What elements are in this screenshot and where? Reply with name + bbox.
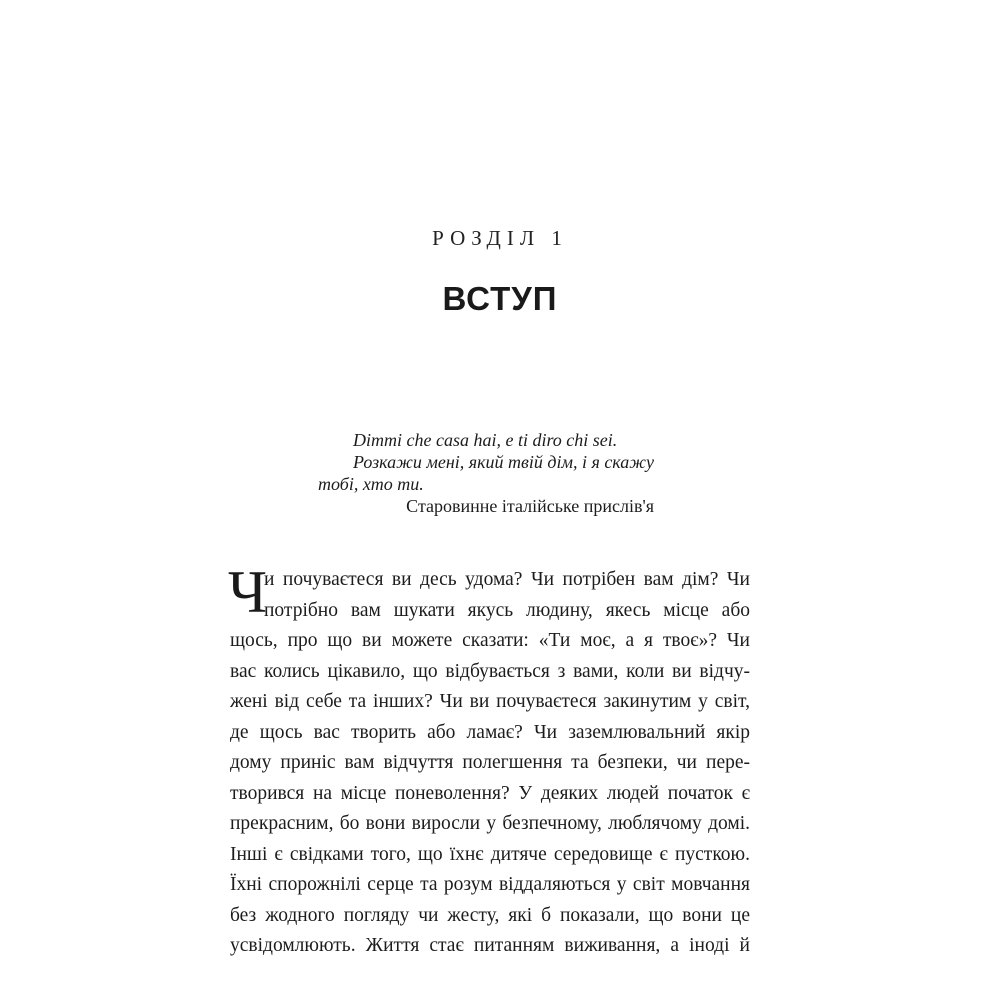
body-line: де щось вас творить або ламає? Чи заземлювальний якір: [230, 721, 750, 743]
body-line: потрібно вам шукати якусь людину, якесь місце або: [264, 599, 750, 621]
epigraph-translation-line-1: Розкажи мені, який твій дім, і я скажу: [353, 452, 655, 472]
epigraph-italian-line: Dimmi che casa hai, e ti diro chi sei.: [353, 430, 618, 450]
body-line: жені від себе та інших? Чи ви почуваєтеся закинутим у світ,: [230, 691, 750, 712]
body-line: щось, про що ви можете сказати: «Ти моє, а я твоє»? Чи: [230, 630, 750, 651]
epigraph: [318, 429, 658, 517]
body-line: творився на місце поневолення? У деяких людей початок є: [230, 782, 750, 804]
body-line: усвідомлюють. Життя стає питанням виживання, а іноді й: [230, 935, 750, 956]
body-line: прекрасним, бо вони виросли у безпечному, люблячому домі.: [230, 813, 750, 834]
body-line: вас колись цікавило, що відбувається з вами, коли ви відчу-: [230, 660, 750, 682]
chapter-number: РОЗДІЛ 1: [432, 226, 568, 250]
body-line: Їхні спорожнілі серце та розум віддаляються у світ мовчання: [230, 874, 750, 895]
body-line: Інші є свідками того, що їхнє дитяче середовище є пусткою.: [230, 843, 750, 865]
body-line: без жодного погляду чи жесту, які б показали, що вони це: [230, 904, 750, 926]
epigraph-translation-line-2: тобі, хто ти.: [318, 474, 424, 494]
body-paragraph: [230, 565, 750, 962]
chapter-title: ВСТУП: [442, 280, 558, 317]
drop-cap: Ч: [228, 559, 267, 625]
body-line: и почуваєтеся ви десь удома? Чи потрібен вам дім? Чи: [264, 569, 750, 590]
body-line: дому приніс вам відчуття полегшення та безпеки, чи пере-: [230, 752, 750, 773]
epigraph-source: Старовинне італійське прислів'я: [406, 496, 654, 516]
